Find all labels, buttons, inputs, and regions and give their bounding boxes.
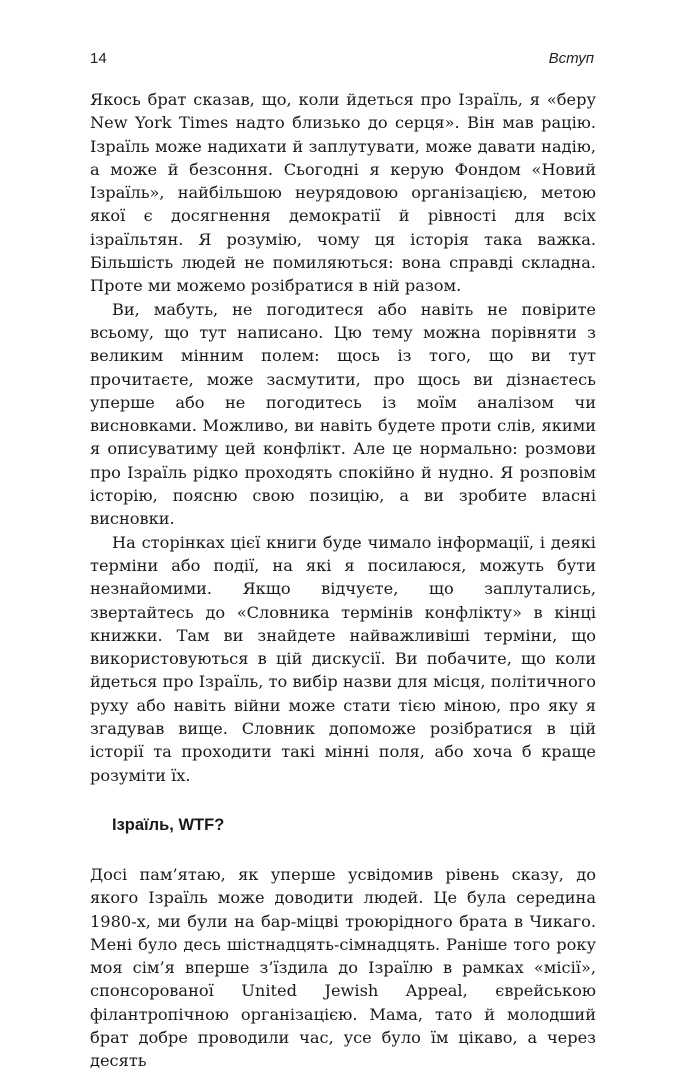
section-title: Вступ [548,50,594,67]
paragraph: Досі пам’ятаю, як уперше усвідомив рівень сказу, до якого Ізраїль може доводити людей. Це була середина 1980-х, ми були на бар-міцві троюрідного брата в Чикаго. Мені було десь шістнадцять-сімнадцять. Раніше того року моя сім’я вперше з’їздила до Ізраїлю в рамках «місії», спонсорованої United Jewish Appeal, єврейською філантропічною організацією. Мама, тато й молодший брат добре проводили час, усе було їм цікаво, а через десять [90,864,596,1071]
subheading: Ізраїль, WTF? [112,815,225,834]
paragraph: Ви, мабуть, не погодитеся або навіть не повірите всьому, що тут написано. Цю тему можна порівняти з великим мінним полем: щось із того, що ви тут прочитаєте, може засмутити, про щось ви дізнаєтесь уперше або не погодитесь із моїм аналізом чи висновками. Можливо, ви навіть будете проти слів, якими я описуватиму цей конфлікт. Але це нормально: розмови про Ізраїль рідко проходять спокійно й нудно. Я розповім історію, поясню свою позицію, а ви зробите власні висновки. [90,299,596,529]
paragraph: Якось брат сказав, що, коли йдеться про Ізраїль, я «беру New York Times надто близько до серця». Він мав рацію. Ізраїль може надихати й заплутувати, може давати надію, а може й безсоння. Сьогодні я керую Фондом «Новий Ізраїль», найбільшою неурядовою організацією, метою якої є досягнення демократії й рівності для всіх ізраїльтян. Я розумію, чому ця історія така важка. Більшість людей не помиляються: вона справді складна. Проте ми можемо розібратися в ній разом. [90,90,596,296]
page-number: 14 [90,50,107,67]
body-text [90,88,596,1073]
running-header [90,50,594,72]
paragraph: На сторінках цієї книги буде чимало інформації, і деякі терміни або події, на які я посилаюся, можуть бути незнайомими. Якщо відчуєте, що заплутались, звертайтесь до «Словника термінів конфлікту» в кінці книжки. Там ви знайдете найважливіші терміни, що використовуються в цій дискусії. Ви побачите, що коли йдеться про Ізраїль, то вибір назви для місця, політичного руху або навіть війни може стати тією міною, про яку я згадував вище. Словник допоможе розібратися в цій історії та проходити такі мінні поля, або хоча б краще розуміти їх. [90,532,596,785]
